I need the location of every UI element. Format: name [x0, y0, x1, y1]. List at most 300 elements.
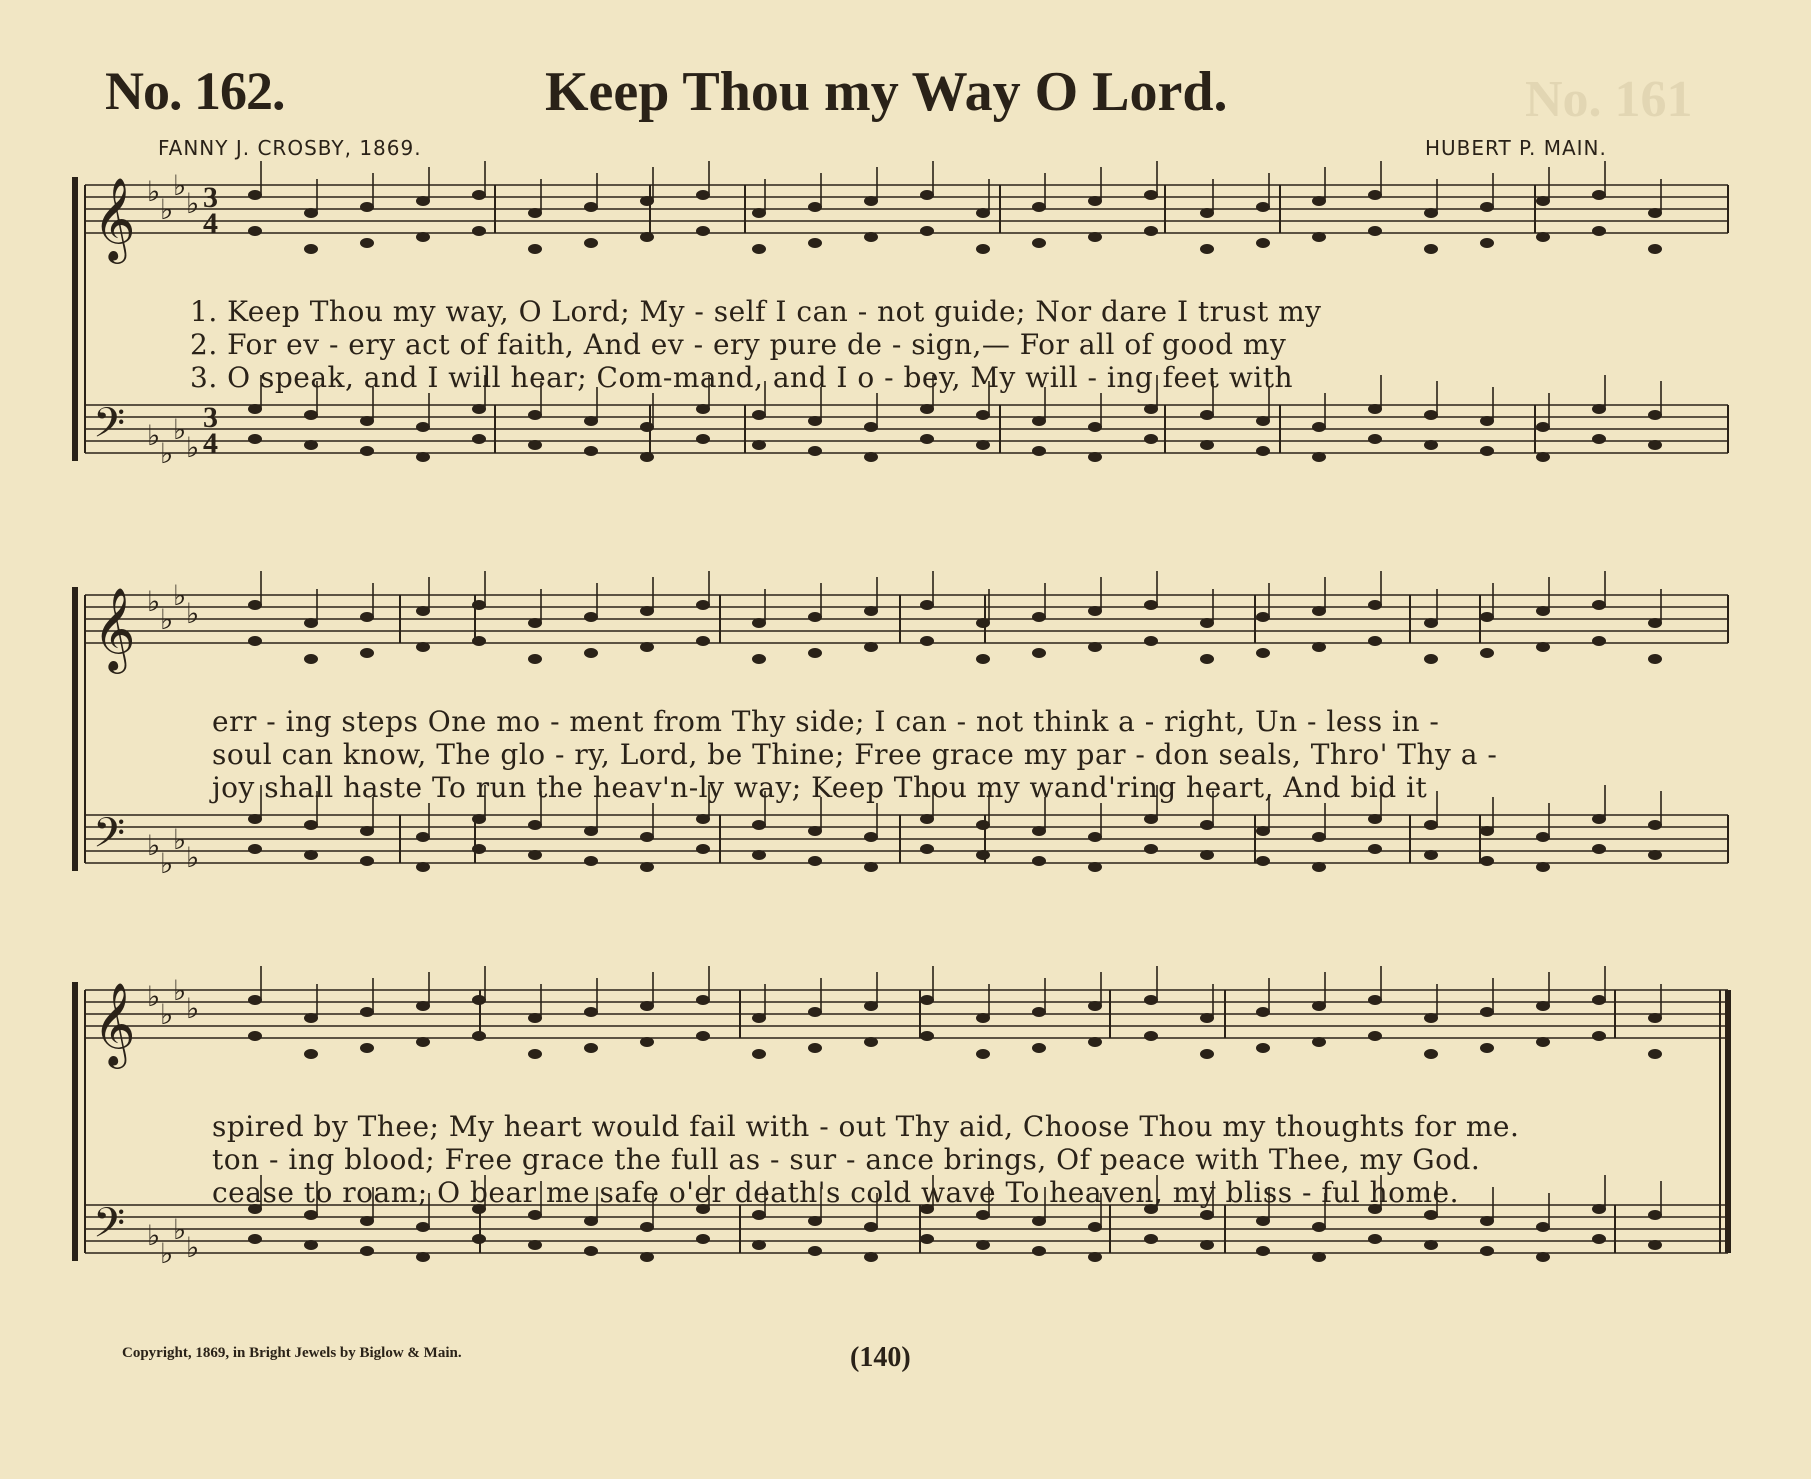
- note-head: [528, 654, 542, 664]
- note-head: [920, 600, 934, 610]
- note-head: [1424, 208, 1438, 218]
- note-head: [1256, 856, 1270, 866]
- note-head: [976, 820, 990, 830]
- note-head: [864, 642, 878, 652]
- note-head: [864, 196, 878, 206]
- lyric-line: err - ing steps One mo - ment from Thy side; I can - not think a - right, Un - less in -: [212, 705, 1440, 738]
- note-head: [1368, 434, 1382, 444]
- note-head: [248, 814, 262, 824]
- note-head: [1088, 862, 1102, 872]
- note-head: [1648, 654, 1662, 664]
- note-head: [1536, 196, 1550, 206]
- note-head: [248, 190, 262, 200]
- note-head: [920, 995, 934, 1005]
- note-head: [752, 1049, 766, 1059]
- note-head: [1032, 826, 1046, 836]
- note-head: [1536, 1037, 1550, 1047]
- note-head: [976, 1210, 990, 1220]
- lyric-line: ton - ing blood; Free grace the full as - sur - ance brings, Of peace with Thee, my God.: [212, 1143, 1481, 1176]
- bass-clef-icon: 𝄢: [93, 1199, 126, 1257]
- note-head: [976, 654, 990, 664]
- note-head: [696, 190, 710, 200]
- note-head: [1536, 422, 1550, 432]
- flat-icon: ♭: [173, 169, 187, 202]
- lyric-line: 1. Keep Thou my way, O Lord; My - self I can - not guide; Nor dare I trust my: [190, 295, 1322, 328]
- note-head: [920, 404, 934, 414]
- note-head: [1312, 422, 1326, 432]
- hymn-number: No. 162.: [105, 61, 285, 121]
- note-head: [1256, 238, 1270, 248]
- note-head: [360, 1216, 374, 1226]
- note-head: [1480, 648, 1494, 658]
- note-head: [1256, 612, 1270, 622]
- note-head: [808, 826, 822, 836]
- note-head: [640, 1001, 654, 1011]
- note-head: [1368, 995, 1382, 1005]
- note-head: [1592, 814, 1606, 824]
- note-head: [1200, 440, 1214, 450]
- bass-clef-icon: 𝄢: [93, 809, 126, 867]
- note-head: [360, 648, 374, 658]
- note-head: [808, 648, 822, 658]
- note-head: [696, 995, 710, 1005]
- note-head: [920, 1234, 934, 1244]
- note-head: [248, 600, 262, 610]
- note-head: [304, 618, 318, 628]
- note-head: [1536, 862, 1550, 872]
- note-head: [752, 1013, 766, 1023]
- note-head: [1144, 600, 1158, 610]
- note-head: [976, 1013, 990, 1023]
- note-head: [1312, 606, 1326, 616]
- note-head: [696, 404, 710, 414]
- note-head: [416, 1252, 430, 1262]
- note-head: [584, 1246, 598, 1256]
- note-head: [304, 820, 318, 830]
- note-head: [1200, 1210, 1214, 1220]
- note-head: [1648, 208, 1662, 218]
- note-head: [864, 832, 878, 842]
- note-head: [976, 208, 990, 218]
- flat-icon: ♭: [160, 603, 174, 636]
- note-head: [976, 440, 990, 450]
- note-head: [1032, 1216, 1046, 1226]
- note-head: [1480, 1007, 1494, 1017]
- note-head: [1256, 1007, 1270, 1017]
- time-signature-bottom: 4: [203, 427, 218, 460]
- note-head: [976, 850, 990, 860]
- note-head: [752, 850, 766, 860]
- note-head: [752, 410, 766, 420]
- note-head: [1144, 434, 1158, 444]
- note-head: [1200, 208, 1214, 218]
- flat-icon: ♭: [173, 974, 187, 1007]
- note-head: [1032, 612, 1046, 622]
- note-head: [864, 422, 878, 432]
- flat-icon: ♭: [186, 841, 200, 874]
- lyricist-credit: FANNY J. CROSBY, 1869.: [158, 136, 422, 160]
- note-head: [1648, 1240, 1662, 1250]
- note-head: [1368, 1031, 1382, 1041]
- note-head: [1368, 636, 1382, 646]
- note-head: [304, 410, 318, 420]
- note-head: [304, 654, 318, 664]
- lyric-line: cease to roam; O bear me safe o'er death's cold wave To heaven, my bliss - ful home.: [212, 1176, 1460, 1209]
- note-head: [1032, 648, 1046, 658]
- note-head: [808, 856, 822, 866]
- note-head: [920, 190, 934, 200]
- note-head: [1480, 856, 1494, 866]
- note-head: [528, 820, 542, 830]
- note-head: [864, 452, 878, 462]
- flat-icon: ♭: [160, 193, 174, 226]
- note-head: [1144, 1031, 1158, 1041]
- note-head: [584, 1043, 598, 1053]
- note-head: [808, 202, 822, 212]
- flat-icon: ♭: [147, 829, 161, 862]
- note-head: [1032, 1246, 1046, 1256]
- note-head: [1088, 1037, 1102, 1047]
- note-head: [1144, 844, 1158, 854]
- note-head: [1200, 850, 1214, 860]
- note-head: [1648, 410, 1662, 420]
- flat-icon: ♭: [186, 1231, 200, 1264]
- note-head: [1424, 410, 1438, 420]
- note-head: [360, 202, 374, 212]
- note-head: [808, 238, 822, 248]
- note-head: [1144, 636, 1158, 646]
- note-head: [1536, 1252, 1550, 1262]
- flat-icon: ♭: [186, 187, 200, 220]
- note-head: [1480, 612, 1494, 622]
- note-head: [864, 1001, 878, 1011]
- note-head: [1536, 642, 1550, 652]
- note-head: [1312, 1037, 1326, 1047]
- note-head: [1592, 226, 1606, 236]
- note-head: [1088, 232, 1102, 242]
- note-head: [360, 238, 374, 248]
- note-head: [1368, 600, 1382, 610]
- note-head: [752, 1210, 766, 1220]
- note-head: [696, 814, 710, 824]
- note-head: [1424, 1240, 1438, 1250]
- note-head: [808, 1007, 822, 1017]
- bleed-through-mark: No. 161: [1525, 71, 1693, 128]
- note-head: [640, 422, 654, 432]
- note-head: [304, 850, 318, 860]
- note-head: [1032, 1007, 1046, 1017]
- note-head: [1536, 452, 1550, 462]
- note-head: [1648, 1013, 1662, 1023]
- note-head: [248, 1031, 262, 1041]
- flat-icon: ♭: [147, 980, 161, 1013]
- note-head: [1144, 404, 1158, 414]
- note-head: [584, 238, 598, 248]
- note-head: [360, 612, 374, 622]
- note-head: [1256, 202, 1270, 212]
- note-head: [1200, 1240, 1214, 1250]
- note-head: [528, 440, 542, 450]
- note-head: [1088, 606, 1102, 616]
- flat-icon: ♭: [147, 585, 161, 618]
- flat-icon: ♭: [173, 823, 187, 856]
- note-head: [1368, 226, 1382, 236]
- note-head: [808, 416, 822, 426]
- note-head: [1648, 850, 1662, 860]
- note-head: [304, 1013, 318, 1023]
- flat-icon: ♭: [173, 413, 187, 446]
- note-head: [304, 1049, 318, 1059]
- note-head: [248, 1234, 262, 1244]
- note-head: [248, 636, 262, 646]
- note-head: [808, 612, 822, 622]
- note-head: [696, 636, 710, 646]
- note-head: [1032, 202, 1046, 212]
- note-head: [1424, 1049, 1438, 1059]
- note-head: [584, 1216, 598, 1226]
- note-head: [472, 995, 486, 1005]
- note-head: [976, 244, 990, 254]
- time-signature-top: 3: [203, 181, 218, 214]
- note-head: [248, 844, 262, 854]
- note-head: [1648, 618, 1662, 628]
- note-head: [1312, 1001, 1326, 1011]
- note-head: [1424, 440, 1438, 450]
- note-head: [1648, 1049, 1662, 1059]
- note-head: [472, 1234, 486, 1244]
- note-head: [360, 1043, 374, 1053]
- note-head: [1088, 832, 1102, 842]
- note-head: [1256, 446, 1270, 456]
- flat-icon: ♭: [160, 437, 174, 470]
- note-head: [1424, 1013, 1438, 1023]
- note-head: [1480, 1246, 1494, 1256]
- note-head: [1144, 190, 1158, 200]
- note-head: [528, 1049, 542, 1059]
- note-head: [416, 232, 430, 242]
- note-head: [808, 446, 822, 456]
- note-head: [584, 1007, 598, 1017]
- note-head: [640, 1222, 654, 1232]
- note-head: [248, 404, 262, 414]
- note-head: [976, 1049, 990, 1059]
- note-head: [416, 422, 430, 432]
- note-head: [864, 1037, 878, 1047]
- note-head: [1536, 606, 1550, 616]
- note-head: [360, 446, 374, 456]
- note-head: [640, 196, 654, 206]
- note-head: [1592, 404, 1606, 414]
- note-head: [696, 434, 710, 444]
- note-head: [1312, 1252, 1326, 1262]
- note-head: [1200, 654, 1214, 664]
- note-head: [1256, 826, 1270, 836]
- note-head: [472, 844, 486, 854]
- note-head: [584, 826, 598, 836]
- time-signature-bottom: 4: [203, 207, 218, 240]
- note-head: [1368, 190, 1382, 200]
- note-head: [528, 410, 542, 420]
- note-head: [640, 452, 654, 462]
- note-head: [1648, 244, 1662, 254]
- note-head: [360, 1007, 374, 1017]
- note-head: [1424, 618, 1438, 628]
- note-head: [640, 642, 654, 652]
- note-head: [1200, 1049, 1214, 1059]
- note-head: [1256, 1043, 1270, 1053]
- note-head: [1256, 416, 1270, 426]
- note-head: [864, 1222, 878, 1232]
- note-head: [416, 196, 430, 206]
- note-head: [416, 1001, 430, 1011]
- flat-icon: ♭: [173, 579, 187, 612]
- note-head: [1536, 232, 1550, 242]
- note-head: [1200, 820, 1214, 830]
- note-head: [1312, 232, 1326, 242]
- note-head: [1088, 642, 1102, 652]
- note-head: [1592, 190, 1606, 200]
- treble-clef-icon: 𝄞: [93, 981, 136, 1065]
- note-head: [584, 612, 598, 622]
- note-head: [920, 434, 934, 444]
- hymn-title: Keep Thou my Way O Lord.: [545, 61, 1228, 123]
- note-head: [248, 434, 262, 444]
- note-head: [304, 1240, 318, 1250]
- note-head: [1480, 416, 1494, 426]
- note-head: [472, 1031, 486, 1041]
- note-head: [1368, 404, 1382, 414]
- note-head: [640, 832, 654, 842]
- note-head: [920, 1031, 934, 1041]
- note-head: [752, 208, 766, 218]
- flat-icon: ♭: [147, 419, 161, 452]
- flat-icon: ♭: [186, 431, 200, 464]
- note-head: [1480, 202, 1494, 212]
- note-head: [472, 814, 486, 824]
- note-head: [1592, 600, 1606, 610]
- note-head: [1088, 452, 1102, 462]
- time-signature-top: 3: [203, 401, 218, 434]
- note-head: [1144, 226, 1158, 236]
- note-head: [752, 1240, 766, 1250]
- note-head: [920, 636, 934, 646]
- flat-icon: ♭: [147, 1219, 161, 1252]
- note-head: [528, 1013, 542, 1023]
- note-head: [696, 600, 710, 610]
- note-head: [920, 226, 934, 236]
- note-head: [360, 416, 374, 426]
- note-head: [1368, 1234, 1382, 1244]
- note-head: [1312, 862, 1326, 872]
- flat-icon: ♭: [160, 847, 174, 880]
- note-head: [1424, 244, 1438, 254]
- note-head: [584, 446, 598, 456]
- note-head: [1480, 1216, 1494, 1226]
- note-head: [1480, 446, 1494, 456]
- note-head: [640, 232, 654, 242]
- note-head: [1032, 238, 1046, 248]
- note-head: [1424, 654, 1438, 664]
- note-head: [528, 618, 542, 628]
- note-head: [304, 244, 318, 254]
- note-head: [1312, 196, 1326, 206]
- note-head: [472, 226, 486, 236]
- note-head: [528, 1210, 542, 1220]
- note-head: [752, 618, 766, 628]
- note-head: [752, 820, 766, 830]
- note-head: [584, 416, 598, 426]
- note-head: [416, 452, 430, 462]
- note-head: [1200, 618, 1214, 628]
- note-head: [584, 856, 598, 866]
- note-head: [640, 1037, 654, 1047]
- note-head: [1648, 440, 1662, 450]
- copyright-notice: Copyright, 1869, in Bright Jewels by Biglow & Main.: [122, 1345, 462, 1361]
- note-head: [696, 1031, 710, 1041]
- note-head: [1480, 1043, 1494, 1053]
- note-head: [1088, 196, 1102, 206]
- note-head: [1032, 446, 1046, 456]
- note-head: [1592, 1204, 1606, 1214]
- flat-icon: ♭: [173, 1213, 187, 1246]
- note-head: [1088, 1001, 1102, 1011]
- lyric-line: spired by Thee; My heart would fail with - out Thy aid, Choose Thou my thoughts for me.: [212, 1110, 1520, 1143]
- note-head: [976, 618, 990, 628]
- note-head: [1536, 1001, 1550, 1011]
- note-head: [808, 1246, 822, 1256]
- treble-clef-icon: 𝄞: [93, 176, 136, 260]
- note-head: [1592, 636, 1606, 646]
- note-head: [1312, 452, 1326, 462]
- note-head: [1424, 820, 1438, 830]
- note-head: [1088, 1252, 1102, 1262]
- lyric-line: joy shall haste To run the heav'n-ly way; Keep Thou my wand'ring heart, And bid it: [212, 771, 1428, 804]
- note-head: [304, 440, 318, 450]
- note-head: [640, 606, 654, 616]
- note-head: [1592, 1234, 1606, 1244]
- note-head: [1200, 410, 1214, 420]
- note-head: [1312, 642, 1326, 652]
- flat-icon: ♭: [160, 1237, 174, 1270]
- note-head: [472, 404, 486, 414]
- note-head: [528, 208, 542, 218]
- note-head: [416, 862, 430, 872]
- note-head: [1592, 995, 1606, 1005]
- note-head: [1144, 995, 1158, 1005]
- note-head: [248, 995, 262, 1005]
- note-head: [1592, 844, 1606, 854]
- note-head: [1032, 416, 1046, 426]
- note-head: [304, 208, 318, 218]
- note-head: [1200, 244, 1214, 254]
- note-head: [248, 226, 262, 236]
- note-head: [696, 844, 710, 854]
- note-head: [1592, 1031, 1606, 1041]
- note-head: [1480, 826, 1494, 836]
- note-head: [1088, 422, 1102, 432]
- note-head: [1312, 1222, 1326, 1232]
- note-head: [696, 1234, 710, 1244]
- note-head: [976, 410, 990, 420]
- note-head: [920, 844, 934, 854]
- note-head: [1368, 844, 1382, 854]
- note-head: [416, 1222, 430, 1232]
- note-head: [1088, 1222, 1102, 1232]
- page-number: (140): [850, 1342, 911, 1373]
- note-head: [416, 606, 430, 616]
- note-head: [1424, 1210, 1438, 1220]
- note-head: [360, 826, 374, 836]
